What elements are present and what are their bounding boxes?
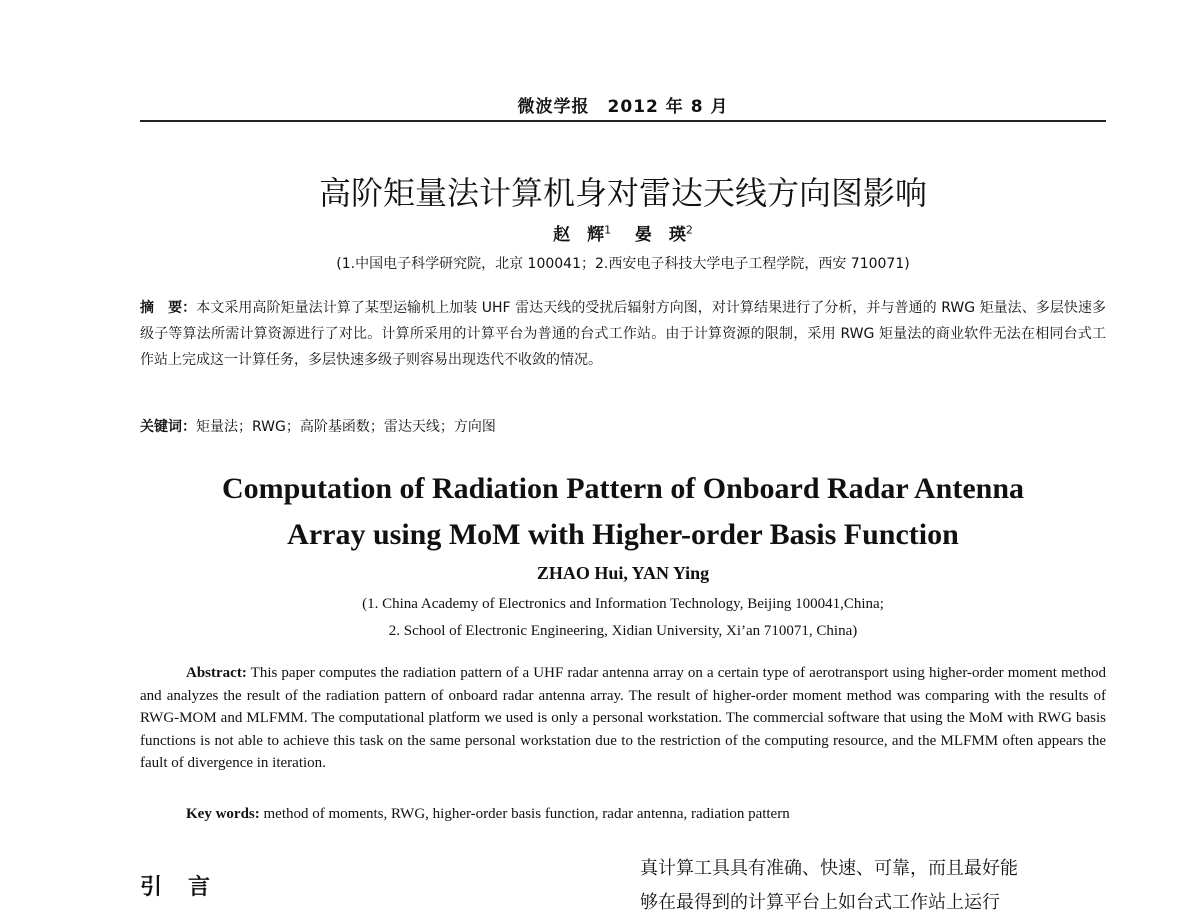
header-rule xyxy=(140,120,1106,122)
body-right-column xyxy=(640,852,1106,920)
english-abstract-text: This paper computes the radiation pattern of a UHF radar antenna array on a certain type of aerotransport using higher-order moment method and analyzes the result of the radiation pattern of onboard radar antenna array. The result of higher-order moment method was comparing with the results of RWG-MOM and MLFMM. The computational platform we used is only a personal workstation. The commercial software that using the MoM with RWG basis functions is not able to achieve this task on the same personal workstation due to the restriction of the computing resource, and the MLFMM often appears the fault of divergence in iteration. xyxy=(140,665,1106,771)
author-2-sup: 2 xyxy=(685,223,693,237)
section-heading-introduction: 引言 xyxy=(140,875,237,900)
chinese-keywords xyxy=(140,416,1106,436)
english-title xyxy=(140,466,1106,558)
english-title-line-1: Computation of Radiation Pattern of Onboard Radar Antenna xyxy=(221,472,1025,505)
chinese-abstract-text: 本文采用高阶矩量法计算了某型运输机上加装 UHF 雷达天线的受扰后辐射方向图，对计算结果进行了分析，并与普通的 RWG 矩量法、多层快速多级子等算法所需计算资源进行了对比。计算所采用的计算平台为普通的台式工作站。由于计算资源的限制，采用 RWG 矩量法的商业软件无法在相同台式工作站上完成这一计算任务，多层快速多级子则容易出现迭代不收敛的情况。 xyxy=(140,300,1106,368)
english-affiliation-line-1: (1. China Academy of Electronics and Information Technology, Beijing 100041,China; xyxy=(362,596,884,612)
chinese-authors xyxy=(140,220,1106,245)
chinese-abstract-label: 摘 要： xyxy=(140,300,197,316)
author-2: 晏 瑛 xyxy=(634,225,686,245)
author-1: 赵 辉 xyxy=(553,225,605,245)
author-1-sup: 1 xyxy=(604,223,612,237)
body-right-line-2: 够在最得到的计算平台上如台式工作站上运行 xyxy=(640,892,1000,913)
english-authors: ZHAO Hui, YAN Ying xyxy=(536,563,710,583)
english-affiliation xyxy=(140,591,1106,645)
english-title-line-2: Array using MoM with Higher-order Basis Function xyxy=(287,518,959,551)
english-keywords-text: method of moments, RWG, higher-order basis function, radar antenna, radiation pattern xyxy=(259,806,790,822)
english-keywords xyxy=(186,806,1106,823)
english-abstract-label: Abstract: xyxy=(186,665,247,681)
english-keywords-label: Key words: xyxy=(186,806,260,822)
running-header: 微波学报 2012 年 8 月 xyxy=(517,97,729,117)
chinese-title: 高阶矩量法计算机身对雷达天线方向图影响 xyxy=(318,174,927,212)
chinese-keywords-label: 关键词： xyxy=(140,419,196,435)
english-abstract xyxy=(140,662,1106,775)
english-affiliation-line-2: 2. School of Electronic Engineering, Xidian University, Xi’an 710071, China) xyxy=(388,623,858,639)
body-right-line-1: 真计算工具具有准确、快速、可靠，而且最好能 xyxy=(640,858,1018,879)
chinese-affiliation: (1.中国电子科学研究院，北京 100041；2.西安电子科技大学电子工程学院，西安 710071) xyxy=(336,256,910,272)
chinese-keywords-text: 矩量法；RWG；高阶基函数；雷达天线；方向图 xyxy=(196,419,496,435)
chinese-abstract xyxy=(140,295,1106,373)
